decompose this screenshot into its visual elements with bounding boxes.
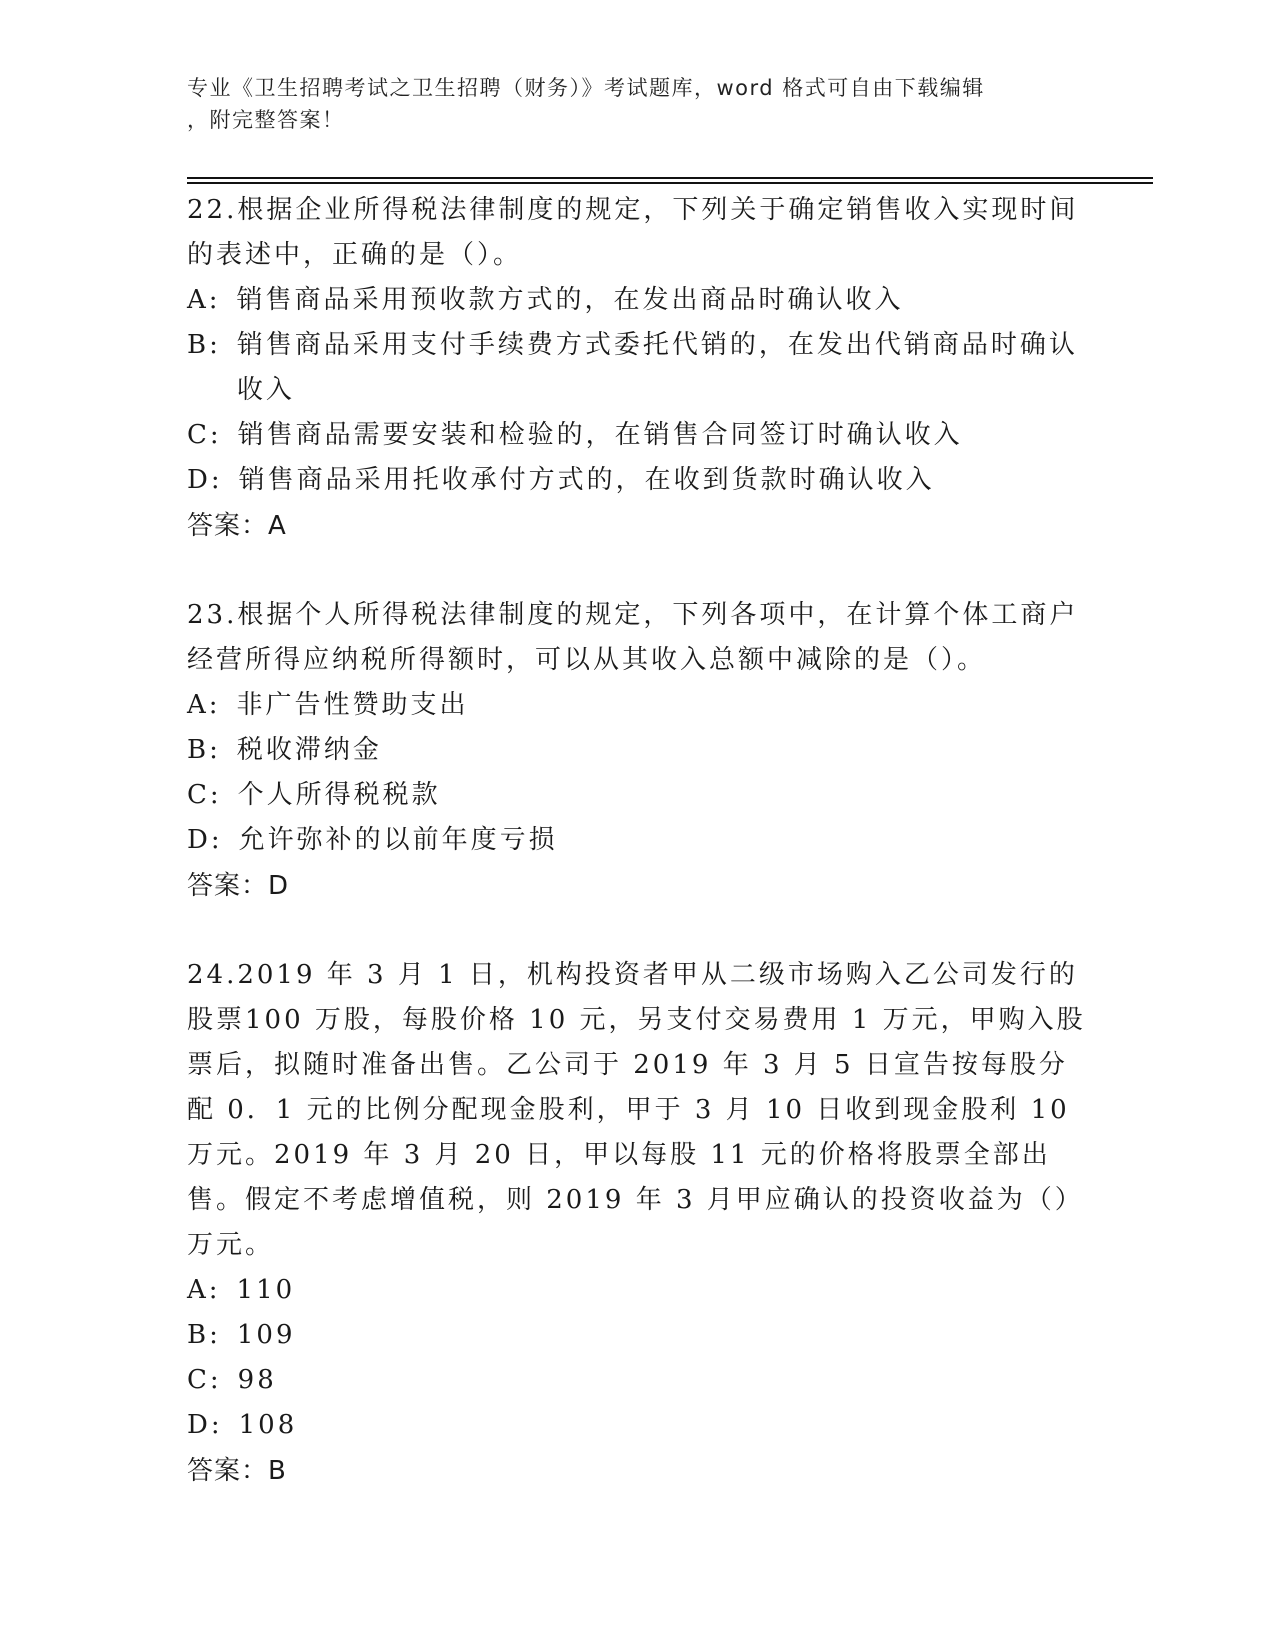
option-text: 98 [237, 1365, 277, 1395]
option-text: 销售商品采用托收承付方式的，在收到货款时确认收入 [238, 465, 935, 495]
option-letter: C: [187, 780, 222, 810]
option-a [187, 278, 1087, 323]
option-text: 销售商品需要安装和检验的，在销售合同签订时确认收入 [237, 420, 963, 450]
option-text: 销售商品采用预收款方式的，在发出商品时确认收入 [236, 285, 904, 315]
option-letter: D: [187, 465, 223, 495]
option-text: 个人所得税税款 [237, 780, 441, 810]
option-text: 税收滞纳金 [236, 735, 382, 765]
option-text: 110 [236, 1275, 296, 1305]
option-d [187, 818, 1087, 863]
option-letter: B: [187, 735, 221, 765]
question-text: 23.根据个人所得税法律制度的规定，下列各项中，在计算个体工商户经营所得应纳税所得额时，可以从其收入总额中减除的是（）。 [187, 600, 1079, 675]
option-text: 允许弥补的以前年度亏损 [238, 825, 558, 855]
option-letter: C: [187, 1365, 222, 1395]
document-header [187, 72, 1067, 136]
answer: 答案：B [187, 1456, 287, 1486]
option-b [187, 1313, 1087, 1358]
answer: 答案：A [187, 511, 287, 541]
option-letter: A: [187, 285, 221, 315]
header-line-2: ，附完整答案！ [187, 108, 345, 132]
option-d [187, 1403, 1087, 1448]
option-letter: A: [187, 1275, 221, 1305]
option-letter: A: [187, 690, 221, 720]
option-c [187, 773, 1087, 818]
option-letter: D: [187, 1410, 223, 1440]
option-c [187, 413, 1087, 458]
answer: 答案：D [187, 871, 290, 901]
question-22 [187, 188, 1087, 549]
option-a [187, 683, 1087, 728]
question-text: 24.2019 年 3 月 1 日，机构投资者甲从二级市场购入乙公司发行的股票100 万股，每股价格 10 元，另支付交易费用 1 万元，甲购入股票后，拟随时准备出售。乙公司于 2019 年 3 月 5 日宣告按每股分配 0．1 元的比例分配现金股利，甲于 3 月 10 日收到现金股利 10 万元。2019 年 3 月 20 日，甲以每股 11 元的价格将股票全部出售。假定不考虑增值税，则 2019 年 3 月甲应确认的投资收益为（）万元。 [187, 960, 1086, 1260]
question-text: 22.根据企业所得税法律制度的规定，下列关于确定销售收入实现时间的表述中，正确的是（）。 [187, 195, 1079, 270]
question-23 [187, 593, 1087, 909]
option-text: 非广告性赞助支出 [236, 690, 469, 720]
header-divider-top [187, 177, 1153, 179]
header-line-1: 专业《卫生招聘考试之卫生招聘（财务）》考试题库，word 格式可自由下载编辑 [187, 76, 985, 100]
option-letter: B: [187, 330, 221, 360]
option-letter: D: [187, 825, 223, 855]
option-a [187, 1268, 1087, 1313]
option-c [187, 1358, 1087, 1403]
option-text: 109 [236, 1320, 296, 1350]
question-24 [187, 953, 1087, 1494]
option-text: 108 [238, 1410, 298, 1440]
option-letter: C: [187, 420, 222, 450]
question-list [187, 188, 1087, 1538]
option-letter: B: [187, 1320, 221, 1350]
option-b [187, 323, 1087, 413]
header-divider-bottom [187, 182, 1153, 184]
option-d [187, 458, 1087, 503]
option-b [187, 728, 1087, 773]
option-text: 销售商品采用支付手续费方式委托代销的，在发出代销商品时确认收入 [236, 330, 1078, 405]
